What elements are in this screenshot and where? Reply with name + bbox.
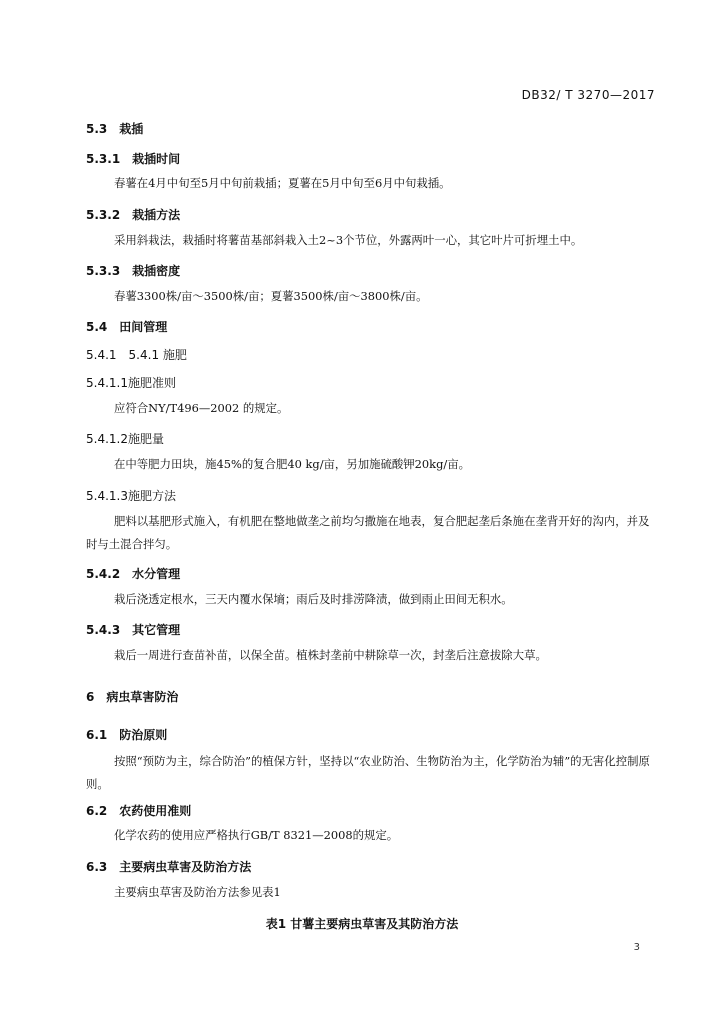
section-heading: 6.2 农药使用准则	[86, 804, 192, 818]
section-heading: 5.4.1.3施肥方法	[86, 489, 176, 503]
chapter-heading: 6 病虫草害防治	[86, 690, 179, 704]
section-heading: 5.4.1.2施肥量	[86, 432, 164, 446]
paragraph: 栽后浇透定根水，三天内覆水保墒；雨后及时排涝降渍，做到雨止田间无积水。	[114, 592, 513, 606]
paragraph: 主要病虫草害及防治方法参见表1	[114, 885, 281, 899]
paragraph: 在中等肥力田块，施45%的复合肥40 kg/亩，另加施硫酸钾20kg/亩。	[114, 457, 470, 471]
paragraph: 化学农药的使用应严格执行GB/T 8321—2008的规定。	[114, 828, 399, 842]
table-caption: 表1 甘薯主要病虫草害及其防治方法	[265, 917, 459, 931]
paragraph: 应符合NY/T496—2002 的规定。	[114, 401, 289, 415]
section-heading: 6.1 防治原则	[86, 728, 168, 742]
section-heading: 5.4 田间管理	[86, 320, 168, 334]
standard-code: DB32/ T 3270—2017	[521, 88, 655, 102]
paragraph: 春薯在4月中旬至5月中旬前栽插；夏薯在5月中旬至6月中旬栽插。	[114, 176, 451, 190]
section-heading: 5.4.1.1施肥准则	[86, 376, 176, 390]
paragraph: 肥料以基肥形式施入，有机肥在整地做垄之前均匀撒施在地表，复合肥起垄后条施在垄背开好的沟内，并及时与土混合拌匀。	[86, 514, 650, 551]
paragraph: 栽后一周进行查苗补苗，以保全苗。植株封垄前中耕除草一次，封垄后注意拔除大草。	[114, 648, 547, 662]
section-heading: 5.3 栽插	[86, 122, 144, 136]
paragraph: 春薯3300株/亩～3500株/亩；夏薯3500株/亩～3800株/亩。	[114, 289, 428, 303]
paragraph: 采用斜栽法，栽插时将薯苗基部斜栽入土2~3个节位，外露两叶一心，其它叶片可折埋土中。	[114, 233, 583, 247]
paragraph: 按照“预防为主，综合防治”的植保方针，坚持以“农业防治、生物防治为主，化学防治为辅”的无害化控制原则。	[86, 754, 650, 791]
section-heading: 5.3.2 栽插方法	[86, 208, 181, 222]
section-heading: 5.3.3 栽插密度	[86, 264, 181, 278]
section-heading: 5.4.1 5.4.1 施肥	[86, 348, 187, 362]
section-heading: 5.4.3 其它管理	[86, 623, 181, 637]
section-heading: 5.3.1 栽插时间	[86, 152, 181, 166]
page-number: 3	[633, 942, 640, 953]
section-heading: 5.4.2 水分管理	[86, 567, 181, 581]
section-heading: 6.3 主要病虫草害及防治方法	[86, 860, 252, 874]
